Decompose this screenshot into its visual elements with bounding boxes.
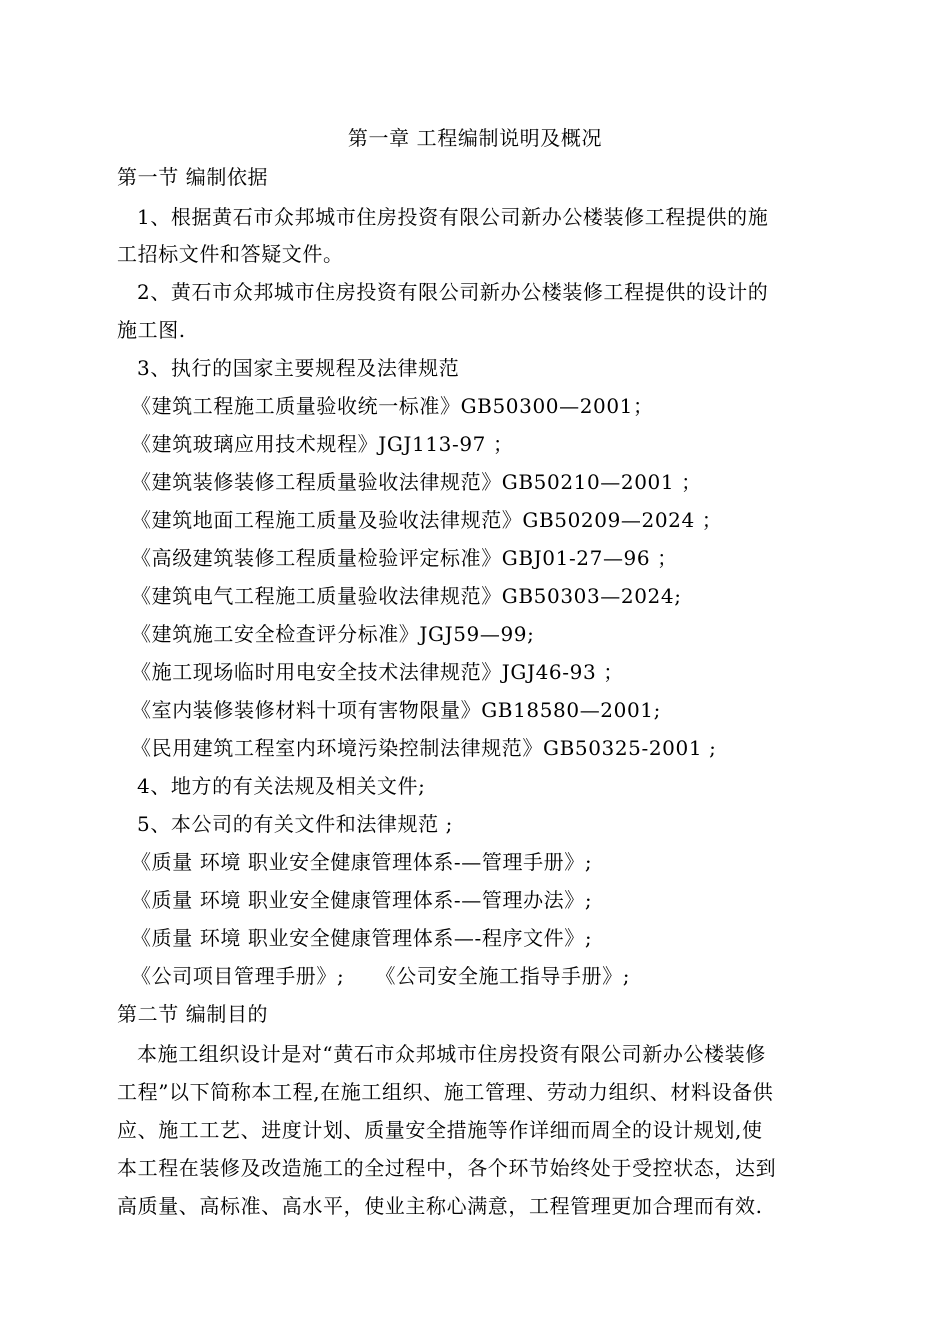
chapter-title: 第一章 工程编制说明及概况: [347, 126, 603, 150]
item-2-line-1: 2、黄石市众邦城市住房投资有限公司新办公楼装修工程提供的设计的: [137, 280, 769, 304]
section-heading-2: 第二节 编制目的: [117, 1002, 269, 1026]
item-5: 5、本公司的有关文件和法律规范 ;: [137, 812, 454, 836]
standard-item: 《高级建筑装修工程质量检验评定标准》GBJ01-27—96 ；: [131, 546, 678, 570]
item-1-line-1: 1、根据黄石市众邦城市住房投资有限公司新办公楼装修工程提供的施: [137, 205, 769, 229]
standard-item: 《建筑施工安全检查评分标准》JGJ59—99;: [131, 622, 535, 646]
item-1-line-2: 工招标文件和答疑文件。: [117, 242, 344, 266]
paragraph-line: 本施工组织设计是对“黄石市众邦城市住房投资有限公司新办公楼装修: [137, 1042, 766, 1066]
item-2-line-2: 施工图.: [117, 318, 186, 342]
paragraph-line: 高质量、高标准、高水平，使业主称心满意，工程管理更加合理而有效.: [117, 1194, 763, 1218]
company-doc-item: 《质量 环境 职业安全健康管理体系-—管理手册》;: [131, 850, 593, 874]
section-heading-1: 第一节 编制依据: [117, 165, 269, 189]
standard-item: 《建筑玻璃应用技术规程》JGJ113-97 ；: [131, 432, 514, 456]
standard-item: 《建筑地面工程施工质量及验收法律规范》GB50209—2024 ；: [131, 508, 723, 532]
company-doc-item: 《公司项目管理手册》; 《公司安全施工指导手册》;: [131, 964, 631, 988]
standard-item: 《建筑电气工程施工质量验收法律规范》GB50303—2024;: [131, 584, 682, 608]
standard-item: 《民用建筑工程室内环境污染控制法律规范》GB50325-2001 ;: [131, 736, 717, 760]
paragraph-line: 应、施工工艺、进度计划、质量安全措施等作详细而周全的设计规划,使: [117, 1118, 763, 1142]
item-3: 3、执行的国家主要规程及法律规范: [137, 356, 460, 380]
standard-item: 《建筑装修装修工程质量验收法律规范》GB50210—2001 ；: [131, 470, 702, 494]
company-doc-item: 《质量 环境 职业安全健康管理体系—-程序文件》;: [131, 926, 593, 950]
standard-item: 《建筑工程施工质量验收统一标准》GB50300—2001；: [131, 394, 654, 418]
standard-item: 《室内装修装修材料十项有害物限量》GB18580—2001;: [131, 698, 661, 722]
paragraph-line: 本工程在装修及改造施工的全过程中，各个环节始终处于受控状态，达到: [117, 1156, 777, 1180]
company-doc-item: 《质量 环境 职业安全健康管理体系-—管理办法》;: [131, 888, 593, 912]
paragraph-line: 工程”以下简称本工程,在施工组织、施工管理、劳动力组织、材料设备供: [117, 1080, 774, 1104]
item-4: 4、地方的有关法规及相关文件;: [137, 774, 426, 798]
standard-item: 《施工现场临时用电安全技术法律规范》JGJ46-93 ；: [131, 660, 624, 684]
